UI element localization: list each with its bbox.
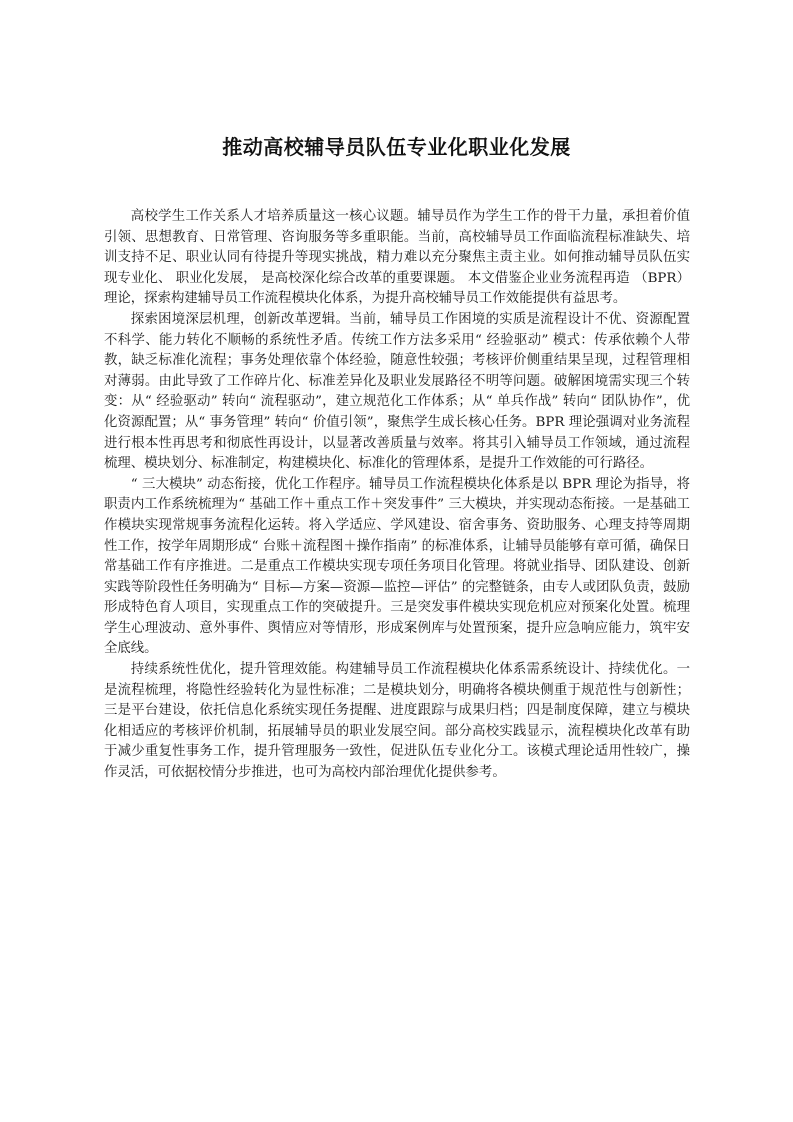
- paragraph-2: 探索困境深层机理，创新改革逻辑。当前，辅导员工作困境的实质是流程设计不优、资源配置不科学、能力转化不顺畅的系统性矛盾。传统工作方法多采用“ 经验驱动” 模式：传承依赖个人带教，缺乏标准化流程；事务处理依靠个体经验，随意性较强；考核评价侧重结果呈现，过程管理相对薄弱。由此导致了工作碎片化、标准差异化及职业发展路径不明等问题。破解困境需实现三个转变：从“ 经验驱动” 转向“ 流程驱动”，建立规范化工作体系；从“ 单兵作战” 转向“ 团队协作”，优化资源配置；从“ 事务管理” 转向“ 价值引领”，聚焦学生成长核心任务。BPR 理论强调对业务流程进行根本性再思考和彻底性再设计，以显著改善质量与效率。将其引入辅导员工作领域，通过流程梳理、模块划分、标准制定，构建模块化、标准化的管理体系，是提升工作效能的可行路径。: [104, 311, 690, 472]
- paragraph-1: 高校学生工作关系人才培养质量这一核心议题。辅导员作为学生工作的骨干力量，承担着价值引领、思想教育、日常管理、咨询服务等多重职能。当前，高校辅导员工作面临流程标准缺失、培训支持不足、职业认同有待提升等现实挑战，精力难以充分聚焦主责主业。如何推动辅导员队伍实现专业化、 职业化发展， 是高校深化综合改革的重要课题。 本文借鉴企业业务流程再造 （BPR）理论，探索构建辅导员工作流程模块化体系，为提升高校辅导员工作效能提供有益思考。: [104, 209, 690, 307]
- document-body: [104, 207, 690, 784]
- paragraph-3: “ 三大模块” 动态衔接，优化工作程序。辅导员工作流程模块化体系是以 BPR 理论为指导，将职责内工作系统梳理为“ 基础工作＋重点工作＋突发事件” 三大模块，并实现动态衔接。一是基础工作模块实现常规事务流程化运转。将入学适应、学风建设、宿舍事务、资助服务、心理支持等周期性工作，按学年周期形成“ 台账＋流程图＋操作指南” 的标准体系，让辅导员能够有章可循，确保日常基础工作有序推进。二是重点工作模块实现专项任务项目化管理。将就业指导、团队建设、创新实践等阶段性任务明确为“ 目标—方案—资源—监控—评估” 的完整链条，由专人或团队负责，鼓励形成特色育人项目，实现重点工作的突破提升。三是突发事件模块实现危机应对预案化处置。梳理学生心理波动、意外事件、舆情应对等情形，形成案例库与处置预案，提升应急响应能力，筑牢安全底线。: [104, 476, 690, 657]
- paragraph-4: 持续系统性优化，提升管理效能。构建辅导员工作流程模块化体系需系统设计、持续优化。一是流程梳理，将隐性经验转化为显性标准；二是模块划分，明确将各模块侧重于规范性与创新性；三是平台建设，依托信息化系统实现任务提醒、进度跟踪与成果归档；四是制度保障，建立与模块化相适应的考核评价机制，拓展辅导员的职业发展空间。部分高校实践显示，流程模块化改革有助于减少重复性事务工作，提升管理服务一致性，促进队伍专业化分工。该模式理论适用性较广，操作灵活，可依据校情分步推进，也可为高校内部治理优化提供参考。: [104, 662, 690, 781]
- document-title: 推动高校辅导员队伍专业化职业化发展: [222, 135, 571, 159]
